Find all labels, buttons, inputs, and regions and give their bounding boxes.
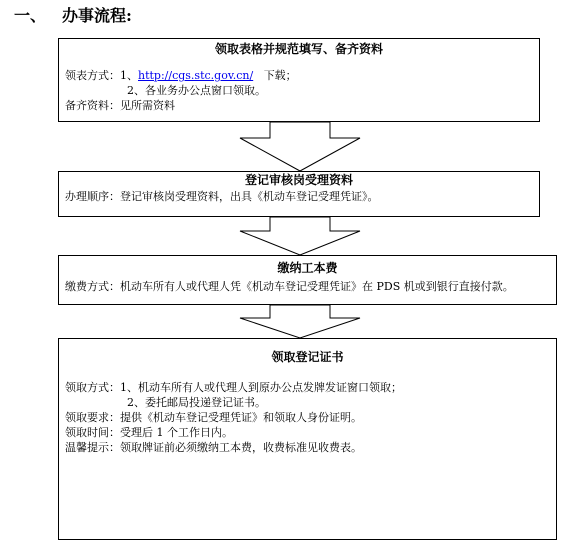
step-body-fee [59,279,556,294]
step-body-collect-forms [59,68,539,113]
section-title: 办事流程: [62,6,132,25]
flow-arrow-2 [230,217,370,257]
step-body-certificate [59,380,556,455]
step-title-fee: 缴纳工本费 [277,261,338,275]
materials-line: 备齐资料：见所需资料 [65,99,175,112]
flow-arrow-1 [230,122,370,172]
flow-arrow-3 [230,305,370,340]
step-title-collect-forms: 领取表格并规范填写、备齐资料 [214,42,383,56]
pickup-method-line-2: 2、委托邮局投递登记证书。 [127,396,266,409]
pickup-requirement-line: 领取要求：提供《机动车登记受理凭证》和领取人身份证明。 [65,411,362,424]
step-box-review [58,171,540,217]
step-box-certificate [58,338,557,540]
step-box-fee [58,255,557,305]
review-order-line: 办理顺序：登记审核岗受理资料，出具《机动车登记受理凭证》。 [65,190,379,203]
step-box-collect-forms [58,38,540,122]
tip-line: 温馨提示：领取牌证前必须缴纳工本费，收费标准见收费表。 [65,441,362,454]
pickup-time-line: 领取时间：受理后 1 个工作日内。 [65,426,233,439]
step-body-review [59,189,539,204]
form-method-label: 领表方式：1、 [65,69,138,82]
download-link[interactable]: http://cgs.stc.gov.cn/ [138,69,254,82]
step-title-review: 登记审核岗受理资料 [244,173,353,187]
fee-method-line: 缴费方式：机动车所有人或代理人凭《机动车登记受理凭证》在 PDS 机或到银行直接付款。 [65,280,514,293]
download-suffix: 下载； [263,69,297,82]
step-title-certificate: 领取登记证书 [271,350,344,364]
section-heading [14,3,132,26]
section-number: 一、 [14,6,47,25]
pickup-method-line: 领取方式：1、机动车所有人或代理人到原办公点发牌发证窗口领取； [65,381,402,394]
form-method-line [65,68,539,83]
form-method-line-2: 2、各业务办公点窗口领取。 [127,84,266,97]
